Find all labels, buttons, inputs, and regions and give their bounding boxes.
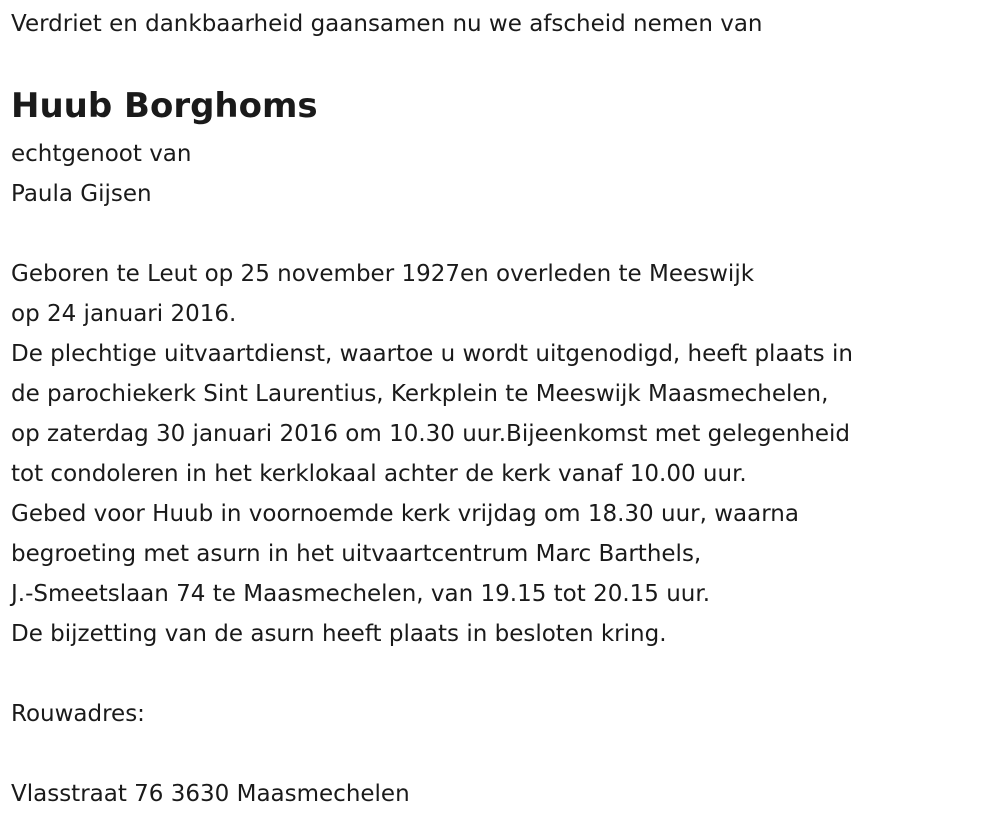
intro-text: Verdriet en dankbaarheid gaansamen nu we afscheid nemen van — [11, 11, 763, 37]
body-line: op zaterdag 30 januari 2016 om 10.30 uur.Bijeenkomst met gelegenheid — [11, 421, 850, 447]
address-label: Rouwadres: — [11, 701, 145, 727]
body-line: tot condoleren in het kerklokaal achter de kerk vanaf 10.00 uur. — [11, 461, 747, 487]
spouse-relation: echtgenoot van — [11, 141, 192, 167]
spouse-block — [11, 134, 191, 214]
body-line: De plechtige uitvaartdienst, waartoe u wordt uitgenodigd, heeft plaats in — [11, 341, 853, 367]
mourning-address: Vlasstraat 76 3630 Maasmechelen — [11, 781, 410, 807]
spouse-name: Paula Gijsen — [11, 181, 152, 207]
body-line: Geboren te Leut op 25 november 1927en overleden te Meeswijk — [11, 261, 755, 287]
body-line: De bijzetting van de asurn heeft plaats in besloten kring. — [11, 621, 667, 647]
body-line: J.-Smeetslaan 74 te Maasmechelen, van 19.15 tot 20.15 uur. — [11, 581, 711, 607]
notice-body — [11, 254, 853, 654]
body-line: de parochiekerk Sint Laurentius, Kerkplein te Meeswijk Maasmechelen, — [11, 381, 829, 407]
body-line: op 24 januari 2016. — [11, 301, 237, 327]
body-line: begroeting met asurn in het uitvaartcentrum Marc Barthels, — [11, 541, 702, 567]
deceased-name: Huub Borghoms — [11, 86, 318, 126]
body-line: Gebed voor Huub in voornoemde kerk vrijdag om 18.30 uur, waarna — [11, 501, 799, 527]
